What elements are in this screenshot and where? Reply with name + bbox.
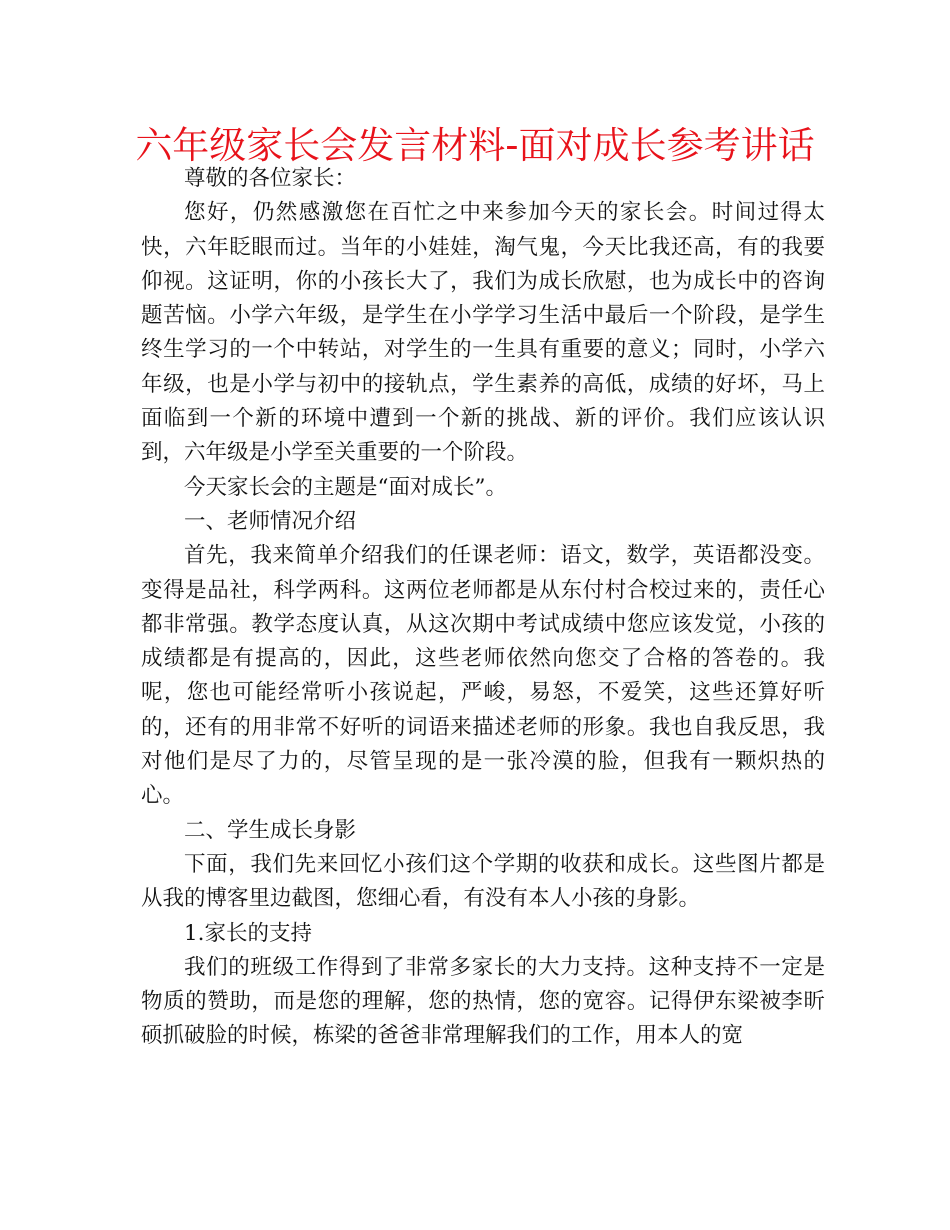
opening-paragraph: 您好，仍然感激您在百忙之中来参加今天的家长会。时间过得太快，六年眨眼而过。当年的小娃娃，淘气鬼，今天比我还高，有的我要仰视。这证明，你的小孩长大了，我们为成长欣慰，也为成长中的咨询题苦恼。小学六年级，是学生在小学学习生活中最后一个阶段，是学生终生学习的一个中转站，对学生的一生具有重要的意义；同时，小学六年级，也是小学与初中的接轨点，学生素养的高低，成绩的好坏，马上面临到一个新的环境中遭到一个新的挑战、新的评价。我们应该认识到，六年级是小学至关重要的一个阶段。 (141, 200, 825, 466)
theme-paragraph: 今天家长会的主题是“面对成长”。 (184, 474, 507, 500)
teachers-paragraph: 首先，我来简单介绍我们的任课老师：语文，数学，英语都没变。变得是品社，科学两科。这两位老师都是从东付村合校过来的，责任心都非常强。教学态度认真，从这次期中考试成绩中您应该发觉，小孩的成绩都是有提高的，因此，这些老师依然向您交了合格的答卷的。我呢，您也可能经常听小孩说起，严峻，易怒，不爱笑，这些还算好听的，还有的用非常不好听的词语来描述老师的形象。我也自我反思，我对他们是尽了力的，尽管呈现的是一张冷漠的脸，但我有一颗炽热的心。 (141, 543, 825, 809)
document-body (141, 162, 825, 1054)
salutation-paragraph: 尊敬的各位家长： (184, 166, 357, 191)
section-heading-teachers: 一、老师情况介绍 (184, 508, 357, 534)
section-heading-growth: 二、学生成长身影 (184, 817, 357, 843)
document-title: 六年级家长会发言材料-面对成长参考讲话 (135, 124, 815, 167)
subsection-heading-support: 1.家长的支持 (184, 920, 313, 946)
growth-paragraph: 下面，我们先来回忆小孩们这个学期的收获和成长。这些图片都是从我的博客里边截图，您细心看，有没有本人小孩的身影。 (141, 851, 825, 912)
support-paragraph: 我们的班级工作得到了非常多家长的大力支持。这种支持不一定是物质的赞助，而是您的理解，您的热情，您的宽容。记得伊东梁被李昕硕抓破脸的时候，栋梁的爸爸非常理解我们的工作，用本人的宽 (141, 954, 825, 1049)
